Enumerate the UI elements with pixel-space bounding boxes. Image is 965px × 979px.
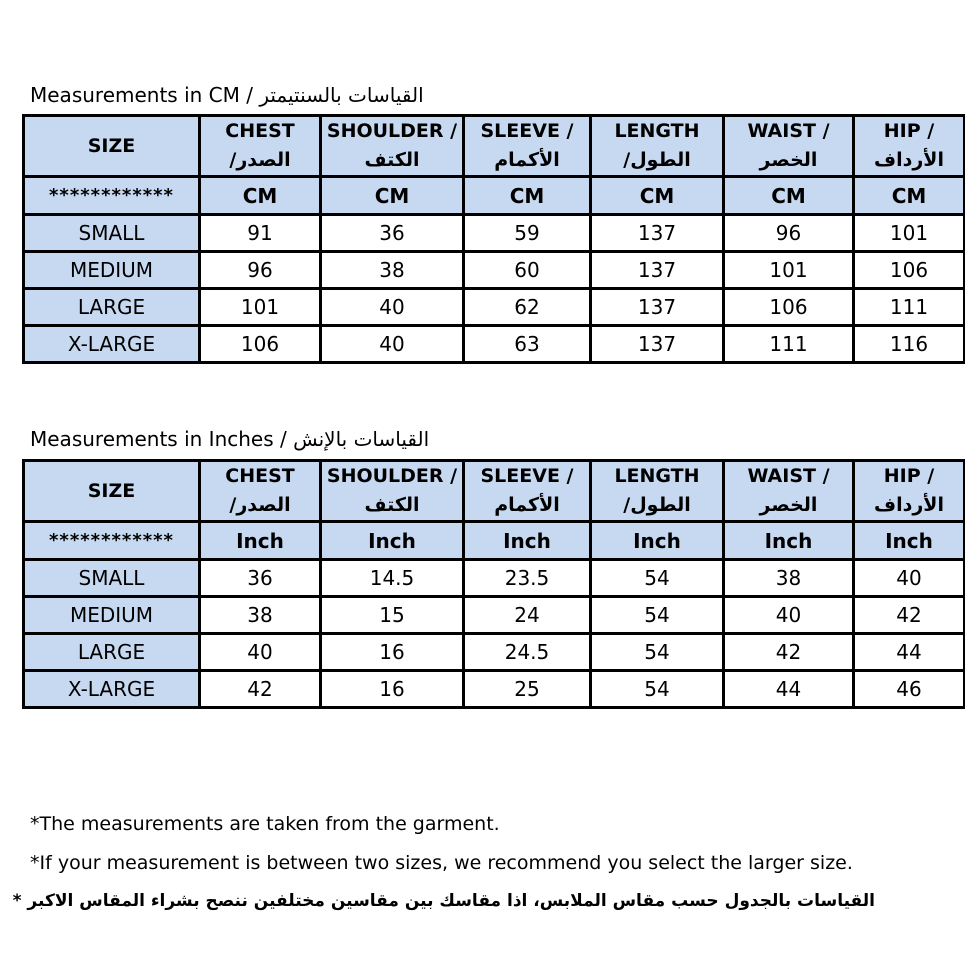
value-cell: 44	[854, 634, 965, 671]
value-cell: 116	[854, 326, 965, 363]
size-label: X-LARGE	[24, 326, 200, 363]
waist-header: WAIST / الخصر	[724, 116, 854, 177]
value-cell: 106	[724, 289, 854, 326]
note-garment: *The measurements are taken from the garment.	[30, 813, 500, 835]
value-cell: 54	[591, 560, 724, 597]
table-row-x-large	[24, 326, 965, 363]
value-cell: 101	[200, 289, 321, 326]
length-header: LENGTH الطول/	[591, 461, 724, 522]
inch-table-caption: Measurements in Inches / القياسات بالإنش	[30, 427, 430, 451]
unit-cell: CM	[724, 177, 854, 215]
note-between-sizes: *If your measurement is between two sizes, we recommend you select the larger size.	[30, 852, 853, 874]
unit-cell: Inch	[724, 522, 854, 560]
cm-size-table	[22, 114, 965, 364]
unit-cell: CM	[854, 177, 965, 215]
length-header: LENGTH الطول/	[591, 116, 724, 177]
shoulder-header: SHOULDER / الكتف	[321, 461, 464, 522]
unit-cell: CM	[464, 177, 591, 215]
value-cell: 40	[321, 289, 464, 326]
unit-cell: CM	[200, 177, 321, 215]
value-cell: 54	[591, 671, 724, 708]
unit-cell: CM	[591, 177, 724, 215]
value-cell: 137	[591, 289, 724, 326]
value-cell: 137	[591, 215, 724, 252]
value-cell: 111	[854, 289, 965, 326]
value-cell: 38	[724, 560, 854, 597]
value-cell: 23.5	[464, 560, 591, 597]
size-label: X-LARGE	[24, 671, 200, 708]
value-cell: 96	[724, 215, 854, 252]
size-label: SMALL	[24, 215, 200, 252]
table-row-large	[24, 289, 965, 326]
value-cell: 16	[321, 671, 464, 708]
inch-size-table	[22, 459, 965, 709]
chest-header: CHEST الصدر/	[200, 461, 321, 522]
size-label: LARGE	[24, 289, 200, 326]
value-cell: 106	[854, 252, 965, 289]
unit-cell: CM	[321, 177, 464, 215]
table-header-row	[24, 461, 965, 522]
hip-header: HIP / الأرداف	[854, 461, 965, 522]
stars-cell: ************	[24, 177, 200, 215]
value-cell: 111	[724, 326, 854, 363]
table-row-medium	[24, 597, 965, 634]
value-cell: 42	[854, 597, 965, 634]
hip-header: HIP / الأرداف	[854, 116, 965, 177]
value-cell: 60	[464, 252, 591, 289]
size-label: LARGE	[24, 634, 200, 671]
value-cell: 106	[200, 326, 321, 363]
table-row-small	[24, 215, 965, 252]
value-cell: 40	[321, 326, 464, 363]
value-cell: 42	[200, 671, 321, 708]
shoulder-header: SHOULDER / الكتف	[321, 116, 464, 177]
value-cell: 24	[464, 597, 591, 634]
chest-header: CHEST الصدر/	[200, 116, 321, 177]
note-arabic: القياسات بالجدول حسب مقاس الملابس، اذا مقاسك بين مقاسين مختلفين ننصح بشراء المقاس الاكبر *	[12, 891, 875, 911]
value-cell: 24.5	[464, 634, 591, 671]
value-cell: 54	[591, 597, 724, 634]
size-header: SIZE	[24, 461, 200, 522]
value-cell: 101	[854, 215, 965, 252]
unit-row	[24, 177, 965, 215]
unit-cell: Inch	[591, 522, 724, 560]
value-cell: 15	[321, 597, 464, 634]
value-cell: 46	[854, 671, 965, 708]
table-row-x-large	[24, 671, 965, 708]
unit-cell: Inch	[321, 522, 464, 560]
value-cell: 54	[591, 634, 724, 671]
stars-cell: ************	[24, 522, 200, 560]
unit-cell: Inch	[464, 522, 591, 560]
value-cell: 96	[200, 252, 321, 289]
table-row-small	[24, 560, 965, 597]
value-cell: 101	[724, 252, 854, 289]
size-label: MEDIUM	[24, 597, 200, 634]
size-label: SMALL	[24, 560, 200, 597]
table-row-large	[24, 634, 965, 671]
value-cell: 59	[464, 215, 591, 252]
value-cell: 40	[854, 560, 965, 597]
value-cell: 38	[200, 597, 321, 634]
unit-row	[24, 522, 965, 560]
value-cell: 25	[464, 671, 591, 708]
value-cell: 14.5	[321, 560, 464, 597]
value-cell: 40	[200, 634, 321, 671]
value-cell: 36	[200, 560, 321, 597]
value-cell: 137	[591, 326, 724, 363]
value-cell: 62	[464, 289, 591, 326]
value-cell: 63	[464, 326, 591, 363]
value-cell: 42	[724, 634, 854, 671]
table-row-medium	[24, 252, 965, 289]
value-cell: 16	[321, 634, 464, 671]
size-header: SIZE	[24, 116, 200, 177]
value-cell: 44	[724, 671, 854, 708]
value-cell: 38	[321, 252, 464, 289]
unit-cell: Inch	[854, 522, 965, 560]
sleeve-header: SLEEVE / الأكمام	[464, 116, 591, 177]
size-label: MEDIUM	[24, 252, 200, 289]
value-cell: 137	[591, 252, 724, 289]
value-cell: 40	[724, 597, 854, 634]
waist-header: WAIST / الخصر	[724, 461, 854, 522]
table-header-row	[24, 116, 965, 177]
sleeve-header: SLEEVE / الأكمام	[464, 461, 591, 522]
value-cell: 36	[321, 215, 464, 252]
cm-table-caption: Measurements in CM / القياسات بالسنتيمتر	[30, 83, 424, 107]
unit-cell: Inch	[200, 522, 321, 560]
value-cell: 91	[200, 215, 321, 252]
